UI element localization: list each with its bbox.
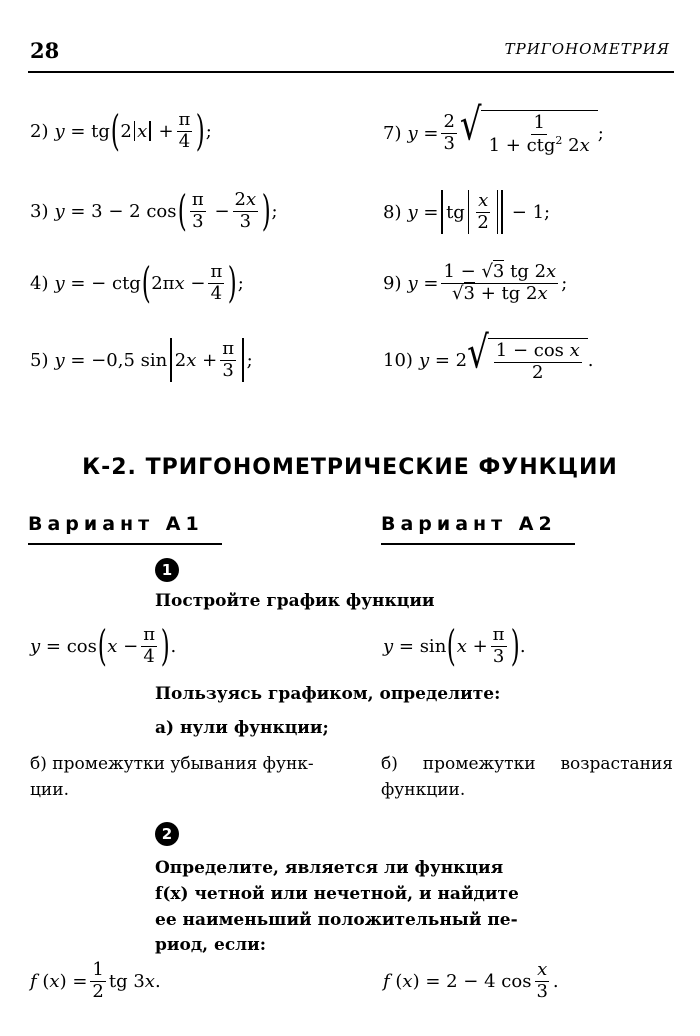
header-rule: [28, 71, 674, 73]
task2-function-a1: f ( x ) = $\frac{1}{2}$ tg 3 x .: [30, 959, 161, 1002]
text-line: Определите, является ли функция: [155, 858, 504, 878]
formula-7: 7) y = $\frac{2}{3}$ √ $\frac{1}{1 + ctg^2 2x}$ ;: [383, 99, 604, 156]
formula-label: 10): [383, 350, 413, 372]
task1-item-a: а) нули функции;: [155, 718, 329, 738]
text-line: f(x) четной или нечетной, и найдите: [155, 883, 519, 904]
formula-label: 5): [30, 349, 49, 371]
task2-function-a2: f ( x ) = 2 − 4 cos $\frac{x}{3}$ .: [383, 959, 559, 1002]
formula-10: 10) y = 2 √ $\frac{\text{1 − cos x}}{2}$ .: [383, 327, 594, 383]
task1-instruction: Постройте график функции: [155, 591, 435, 611]
formula-label: 3): [30, 200, 49, 222]
formula-8: 8) y = tg $\frac{x}{2}$ − 1;: [383, 189, 551, 233]
formula-label: 2): [30, 120, 49, 142]
task-number-2: 2: [155, 822, 179, 846]
task1-function-a1: y = cos ( x − $\frac{\pi}{4}$ ) .: [30, 621, 177, 671]
task1-function-a2: y = sin ( x + $\frac{\pi}{3}$ ) .: [383, 621, 526, 671]
task2-text: [155, 856, 519, 959]
formula-5: 5) y = −0,5 sin 2 x + $\frac{\pi}{3}$ ;: [30, 337, 253, 381]
task-number-1: 1: [155, 558, 179, 582]
formula-label: 7): [383, 122, 402, 144]
text-line: риод, если:: [155, 935, 267, 956]
formula-3: 3) y = 3 − 2 cos ( $\frac{\pi}{3}$ − $\frac{2x}{3}$ ) ;: [30, 186, 278, 236]
text-line: б) промежутки возрастания: [381, 754, 673, 774]
task1-item-b-a2: [381, 752, 673, 803]
formula-label: 8): [383, 201, 402, 223]
page-number: 28: [30, 38, 60, 63]
variant-a2-heading: Вариант А2: [381, 513, 557, 535]
formula-label: 4): [30, 272, 49, 294]
section-title: К-2. ТРИГОНОМЕТРИЧЕСКИЕ ФУНКЦИИ: [82, 455, 618, 480]
running-title: ТРИГОНОМЕТРИЯ: [504, 40, 670, 58]
text-line: функции.: [381, 779, 466, 800]
text-line: ее наименьший положительный пе-: [155, 909, 518, 930]
text-line: б) промежутки убывания функ-: [30, 754, 314, 774]
formula-9: 9) y = $\frac{1 - √3 tg 2x}{√3 + tg 2x}$ ;: [383, 261, 568, 304]
formula-4: 4) y = − ctg ( 2π x − $\frac{\pi}{4}$ ) ;: [30, 258, 244, 308]
task1-item-b-a1: [30, 752, 314, 803]
variant-a1-underline: [28, 543, 222, 545]
variant-a2-underline: [381, 543, 575, 545]
text-line: ции.: [30, 779, 69, 800]
formula-2: 2) y = tg ( 2 x + $\frac{\pi}{4}$ ) ;: [30, 106, 212, 156]
variant-a1-heading: Вариант А1: [28, 513, 204, 535]
formula-label: 9): [383, 272, 402, 294]
task1-using-graph: Пользуясь графиком, определите:: [155, 684, 501, 704]
